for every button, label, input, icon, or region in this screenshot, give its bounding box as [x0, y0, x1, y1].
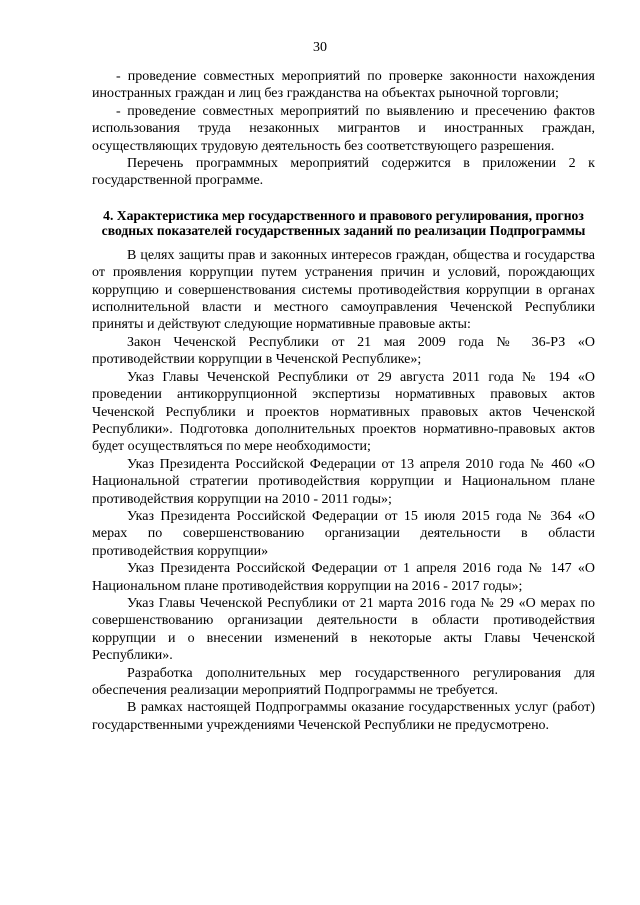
paragraph-decree-460: Указ Президента Российской Федерации от 13 апреля 2010 года № 460 «О Национальной стратегии противодействия коррупции и Национальном плане противодействия коррупции на 2010 - 2011 годы»; — [92, 456, 595, 507]
list-item-market-checks: - проведение совместных мероприятий по проверке законности нахождения иностранных граждан и лиц без гражданства на объектах рыночной торговли; — [92, 69, 595, 102]
document-body — [92, 68, 595, 734]
list-item-illegal-migrants: - проведение совместных мероприятий по выявлению и пресечению фактов использования труда незаконных мигрантов и иностранных граждан, осуществляющих трудовую деятельность без соответствующего разрешения. — [92, 103, 595, 154]
page-number: 30 — [313, 40, 327, 55]
section-heading: 4. Характеристика мер государственного и правового регулирования, прогноз сводных показателей государственных заданий по реализации Подпрограммы — [101, 207, 586, 238]
paragraph-intro: В целях защиты прав и законных интересов граждан, общества и государства от проявления коррупции путем устранения причин и условий, порождающих коррупцию и совершенствования системы противодействия коррупции в органах исполнительной власти и местного самоуправления Чеченской Республики приняты и действуют следующие нормативные правовые акты: — [92, 247, 595, 333]
paragraph-decree-364: Указ Президента Российской Федерации от 15 июля 2015 года № 364 «О мерах по совершенствованию организации деятельности в области противодействия коррупции» — [92, 508, 595, 559]
paragraph-decree-147: Указ Президента Российской Федерации от 1 апреля 2016 года № 147 «О Национальном плане противодействия коррупции на 2016 - 2017 годы»; — [92, 561, 595, 594]
paragraph-decree-29: Указ Главы Чеченской Республики от 21 марта 2016 года № 29 «О мерах по совершенствованию организации деятельности в области противодействия коррупции и о внесении изменений в некоторые акты Главы Чеченской Республики». — [92, 595, 595, 664]
paragraph-program-list: Перечень программных мероприятий содержится в приложении 2 к государственной программе. — [92, 156, 595, 189]
paragraph-law-36rz: Закон Чеченской Республики от 21 мая 2009 года № 36-РЗ «О противодействии коррупции в Чеченской Республике»; — [92, 334, 595, 368]
paragraph-state-services: В рамках настоящей Подпрограммы оказание государственных услуг (работ) государственными учреждениями Чеченской Республики не предусмотрено. — [92, 700, 595, 733]
paragraph-decree-194: Указ Главы Чеченской Республики от 29 августа 2011 года № 194 «О проведении антикоррупционной экспертизы нормативных правовых актов Чеченской Республики и проектов нормативных правовых актов Чеченской Республики». Подготовка дополнительных проектов нормативно-правовых актов будет осуществляться по мере необходимости; — [92, 369, 595, 455]
paragraph-additional-measures: Разработка дополнительных мер государственного регулирования для обеспечения реализации мероприятий Подпрограммы не требуется. — [92, 665, 595, 698]
